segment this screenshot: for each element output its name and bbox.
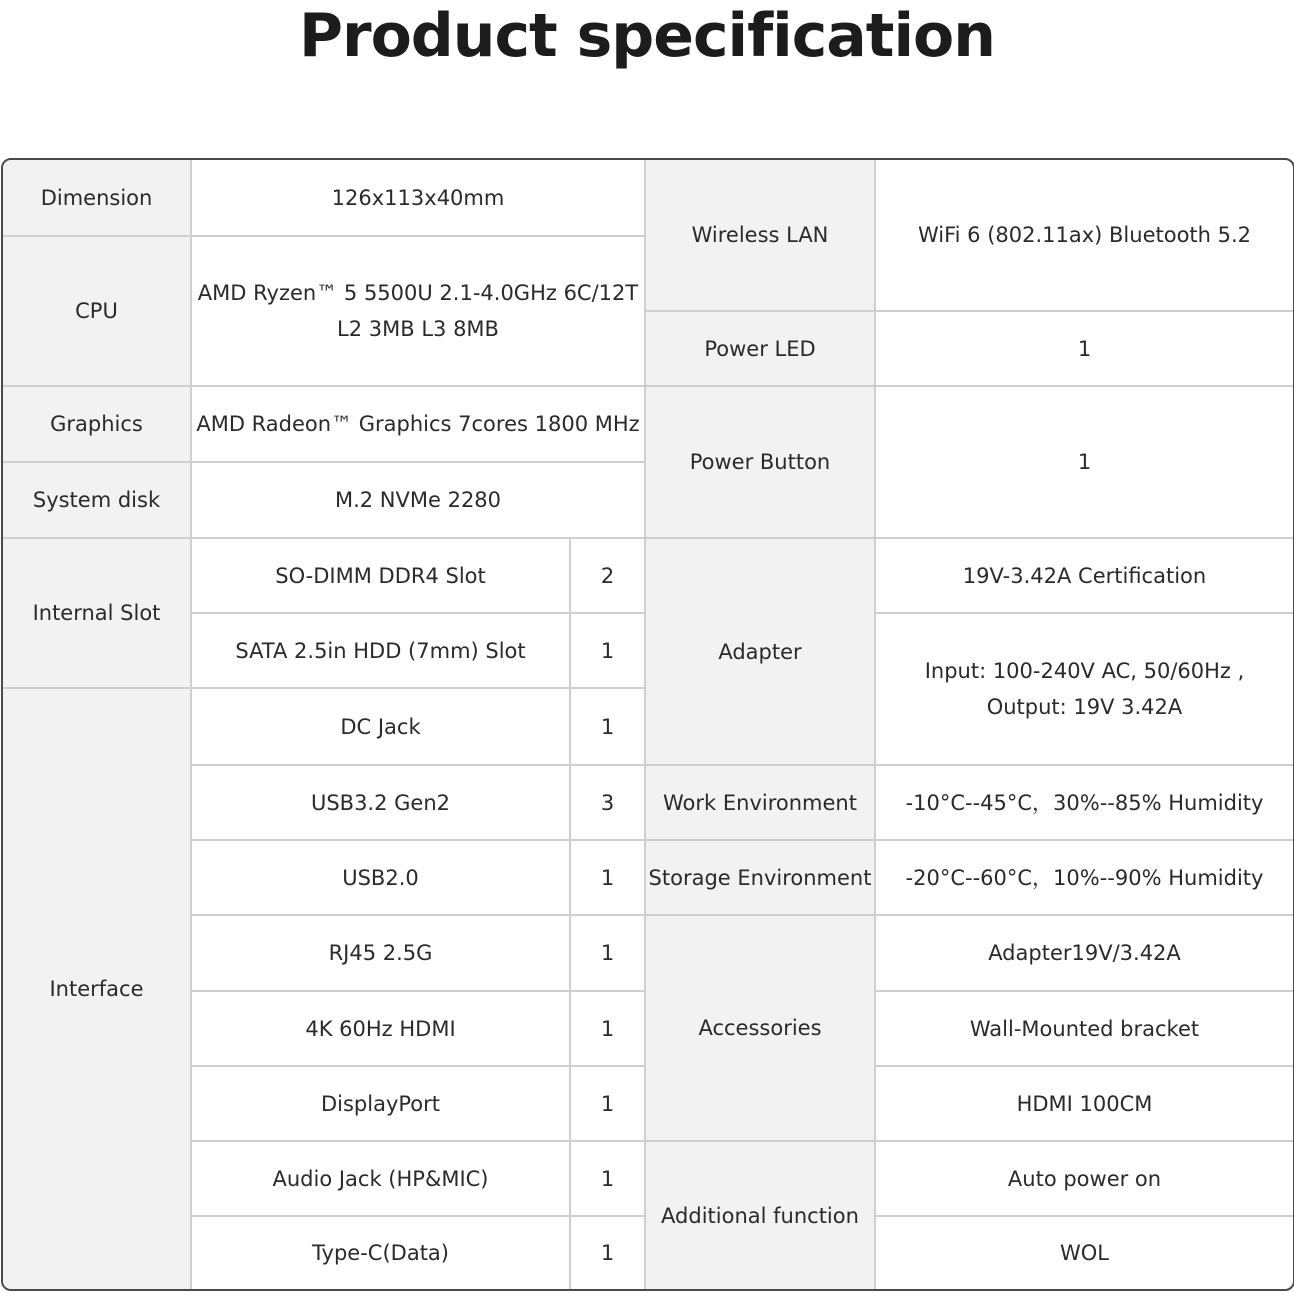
additional-function-label: Additional function bbox=[646, 1142, 876, 1289]
cpu-value-line2: L2 3MB L3 8MB bbox=[337, 317, 499, 341]
interface-item-name: USB3.2 Gen2 bbox=[192, 766, 571, 841]
internal-slot-item-name: SO-DIMM DDR4 Slot bbox=[192, 539, 571, 614]
accessories-label: Accessories bbox=[646, 916, 876, 1142]
power-button-value: 1 bbox=[876, 387, 1293, 539]
accessories-item: Adapter19V/3.42A bbox=[876, 916, 1293, 992]
adapter-value-io bbox=[876, 614, 1293, 766]
interface-item-count: 1 bbox=[571, 916, 646, 992]
internal-slot-item-name: SATA 2.5in HDD (7mm) Slot bbox=[192, 614, 571, 689]
wireless-lan-value: WiFi 6 (802.11ax) Bluetooth 5.2 bbox=[876, 160, 1293, 312]
accessories-item: HDMI 100CM bbox=[876, 1067, 1293, 1142]
interface-item-count: 1 bbox=[571, 1142, 646, 1217]
interface-item-count: 1 bbox=[571, 992, 646, 1067]
interface-item-name: USB2.0 bbox=[192, 841, 571, 916]
cpu-value-line1: AMD Ryzen™ 5 5500U 2.1-4.0GHz 6C/12T bbox=[197, 281, 639, 305]
power-led-label: Power LED bbox=[646, 312, 876, 387]
interface-item-count: 3 bbox=[571, 766, 646, 841]
graphics-value: AMD Radeon™ Graphics 7cores 1800 MHz bbox=[192, 387, 646, 463]
system-disk-value: M.2 NVMe 2280 bbox=[192, 463, 646, 539]
work-environment-label: Work Environment bbox=[646, 766, 876, 841]
internal-slot-item-count: 2 bbox=[571, 539, 646, 614]
interface-item-name: RJ45 2.5G bbox=[192, 916, 571, 992]
adapter-value-certification: 19V-3.42A Certification bbox=[876, 539, 1293, 614]
page-title: Product specification bbox=[299, 1, 995, 71]
interface-item-name: 4K 60Hz HDMI bbox=[192, 992, 571, 1067]
interface-item-count: 1 bbox=[571, 1067, 646, 1142]
adapter-label: Adapter bbox=[646, 539, 876, 766]
spec-table bbox=[1, 158, 1294, 1291]
dimension-value: 126x113x40mm bbox=[192, 160, 646, 237]
storage-environment-value: -20°C--60°C，10%--90% Humidity bbox=[876, 841, 1293, 916]
power-button-label: Power Button bbox=[646, 387, 876, 539]
interface-item-count: 1 bbox=[571, 1217, 646, 1289]
interface-item-name: Audio Jack (HP&MIC) bbox=[192, 1142, 571, 1217]
internal-slot-label: Internal Slot bbox=[3, 539, 192, 689]
interface-label: Interface bbox=[3, 689, 192, 1289]
cpu-label: CPU bbox=[3, 237, 192, 387]
additional-function-item: Auto power on bbox=[876, 1142, 1293, 1217]
adapter-output: Output: 19V 3.42A bbox=[986, 695, 1183, 719]
interface-item-name: DisplayPort bbox=[192, 1067, 571, 1142]
cpu-value bbox=[192, 237, 646, 387]
adapter-input: Input: 100-240V AC, 50/60Hz , bbox=[924, 659, 1245, 683]
power-led-value: 1 bbox=[876, 312, 1293, 387]
accessories-item: Wall-Mounted bracket bbox=[876, 992, 1293, 1067]
work-environment-value: -10°C--45°C，30%--85% Humidity bbox=[876, 766, 1293, 841]
internal-slot-item-count: 1 bbox=[571, 614, 646, 689]
wireless-lan-label: Wireless LAN bbox=[646, 160, 876, 312]
system-disk-label: System disk bbox=[3, 463, 192, 539]
graphics-label: Graphics bbox=[3, 387, 192, 463]
interface-item-name: Type-C(Data) bbox=[192, 1217, 571, 1289]
interface-item-count: 1 bbox=[571, 841, 646, 916]
additional-function-item: WOL bbox=[1060, 1241, 1109, 1265]
storage-environment-label: Storage Environment bbox=[646, 841, 876, 916]
dimension-label: Dimension bbox=[3, 160, 192, 237]
interface-item-name: DC Jack bbox=[192, 689, 571, 766]
interface-item-count: 1 bbox=[571, 689, 646, 766]
